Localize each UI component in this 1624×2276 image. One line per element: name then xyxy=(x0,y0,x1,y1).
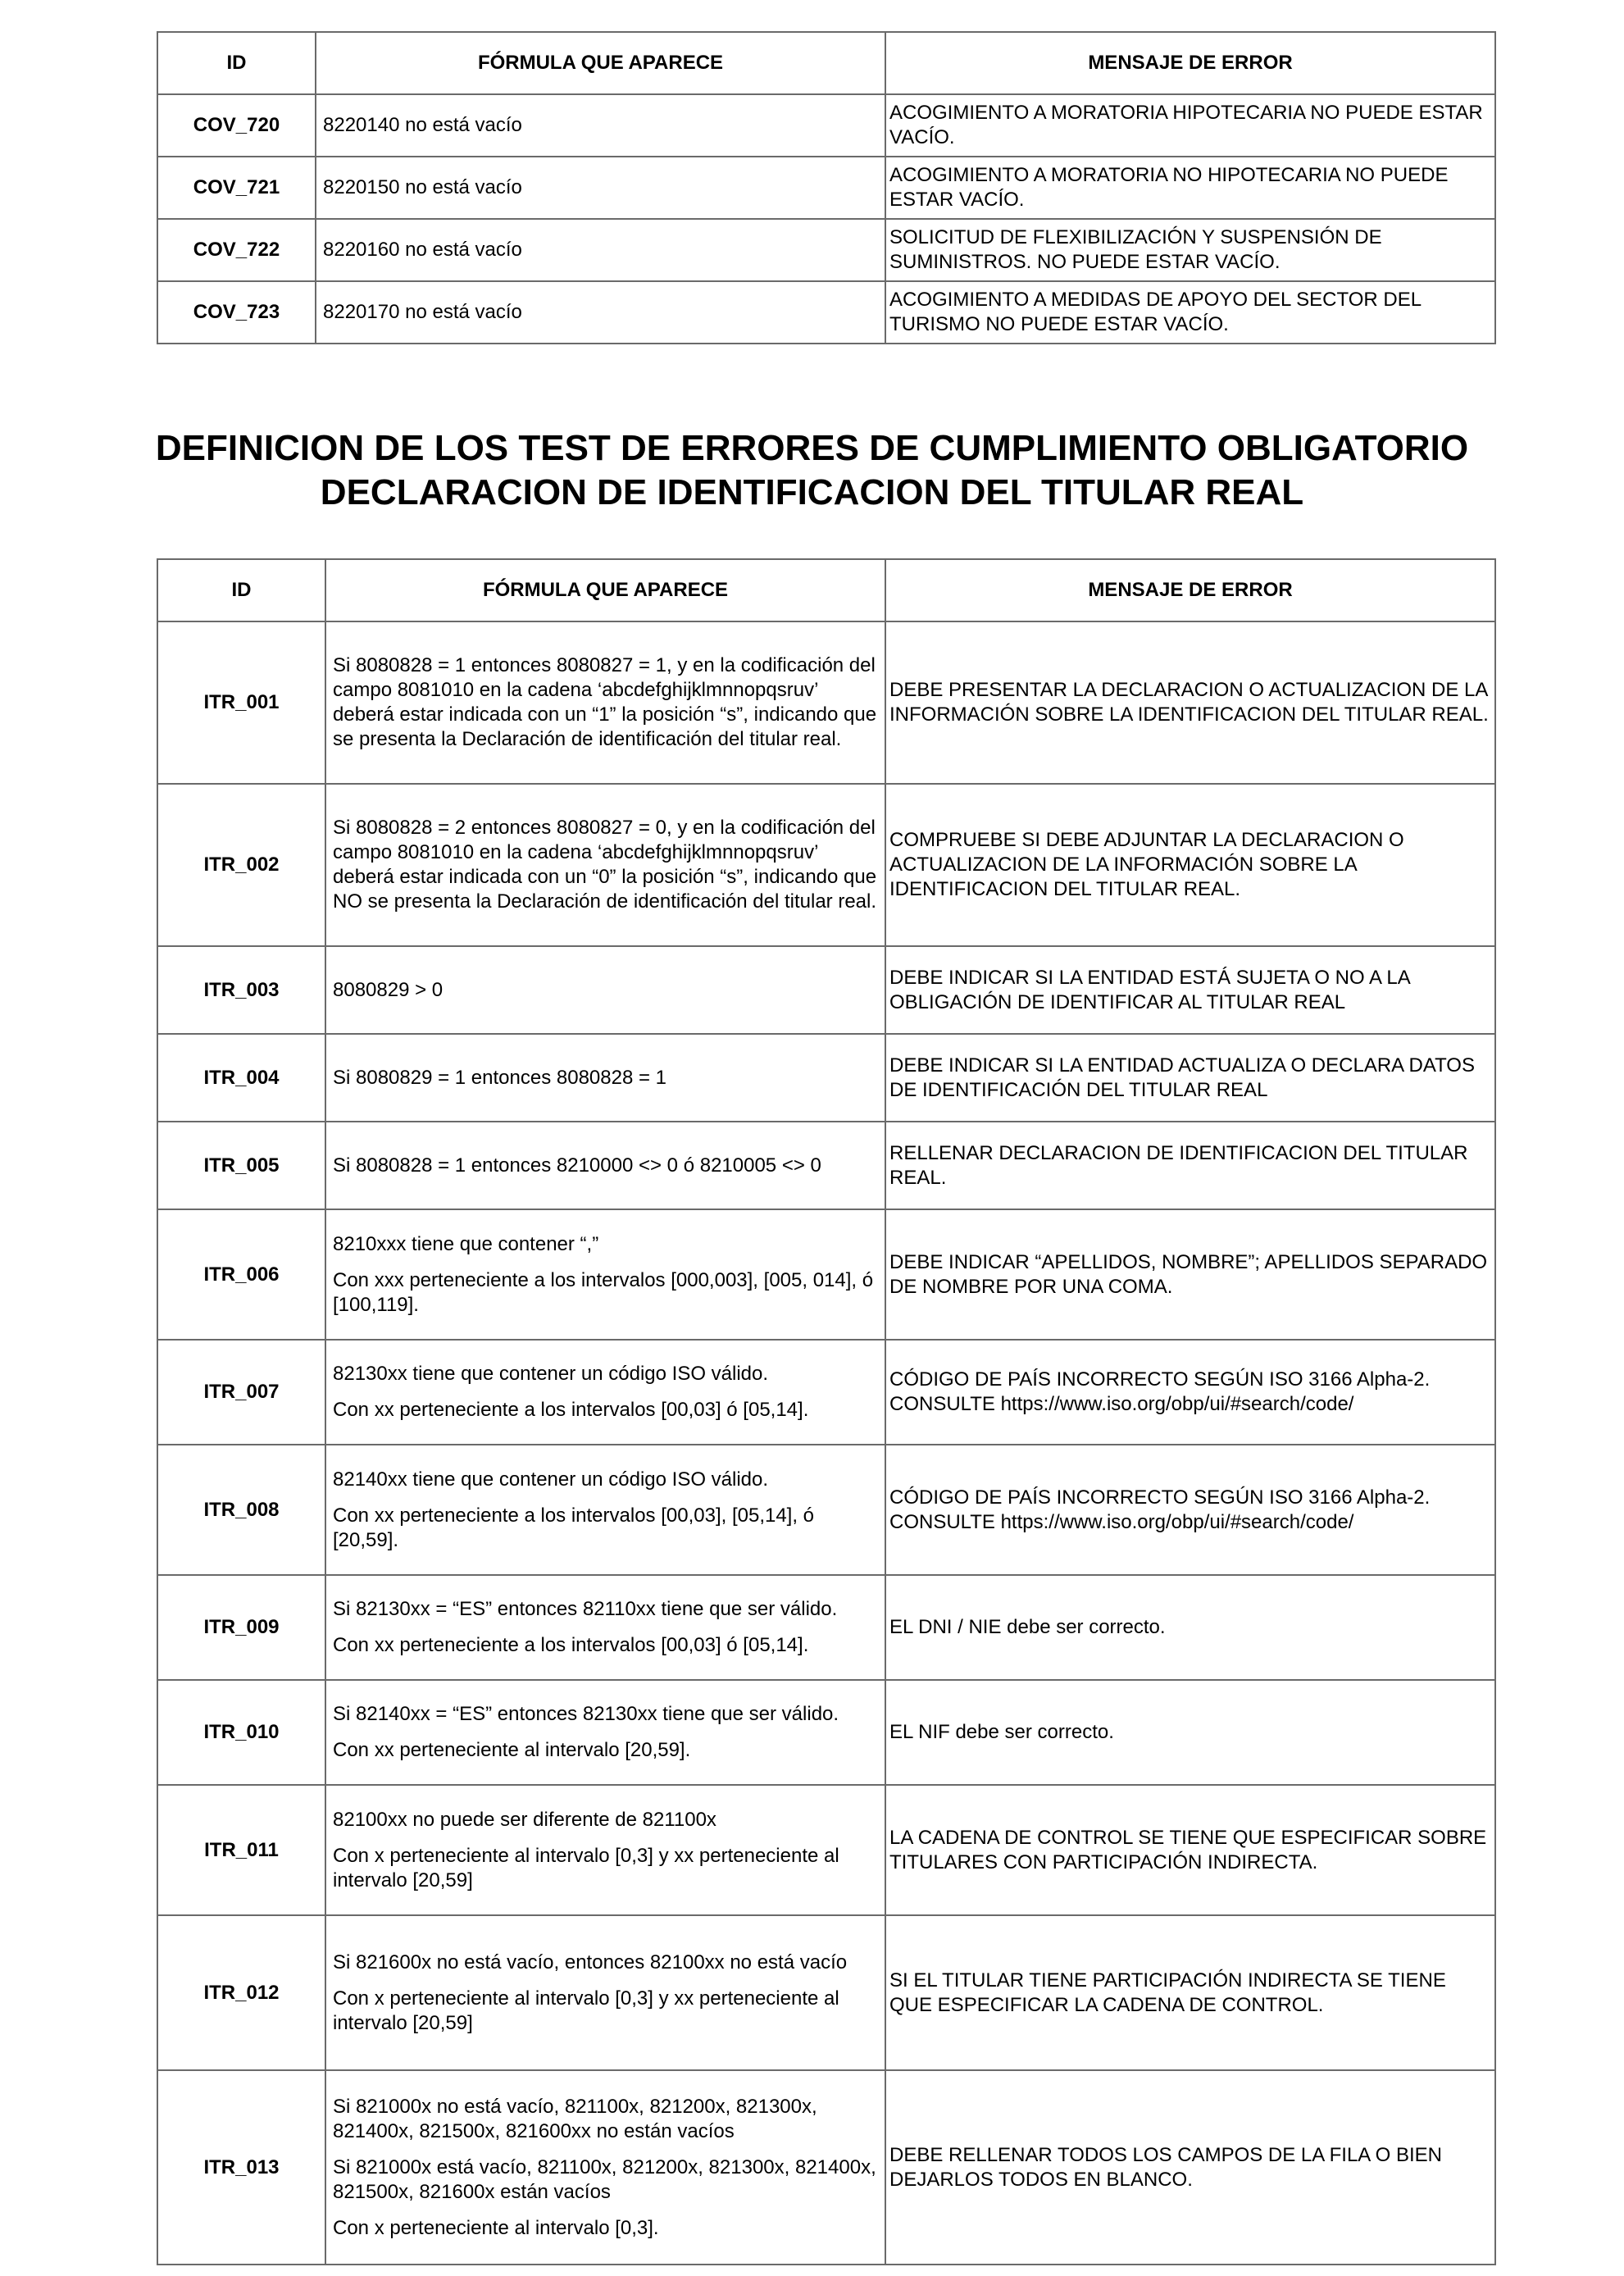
table-row xyxy=(157,946,1495,1034)
formula-cell xyxy=(325,1340,885,1445)
table-row xyxy=(157,2070,1495,2265)
table-row xyxy=(157,1034,1495,1122)
error-id: ITR_009 xyxy=(157,1575,325,1680)
formula-text: Con x perteneciente al intervalo [0,3] y xx perteneciente al intervalo [20,59] xyxy=(333,1987,839,2034)
formula-cell xyxy=(325,946,885,1034)
formula-text: Si 821000x está vacío, 821100x, 821200x, 821300x, 821400x, 821500x, 821600x están vacíos xyxy=(333,2155,876,2203)
formula-cell xyxy=(325,1680,885,1785)
formula-text: 82130xx tiene que contener un código ISO válido. xyxy=(333,1363,769,1385)
formula-text: Si 8080828 = 1 entonces 8210000 <> 0 ó 8210005 <> 0 xyxy=(333,1154,821,1177)
header-message: MENSAJE DE ERROR xyxy=(885,559,1495,621)
error-message: DEBE INDICAR “APELLIDOS, NOMBRE”; APELLIDOS SEPARADO DE NOMBRE POR UNA COMA. xyxy=(885,1209,1495,1340)
table-row xyxy=(157,621,1495,784)
formula-text: 8210xxx tiene que contener “,” xyxy=(333,1232,599,1255)
error-message: COMPRUEBE SI DEBE ADJUNTAR LA DECLARACION O ACTUALIZACION DE LA INFORMACIÓN SOBRE LA IDENTIFICACION DEL TITULAR REAL. xyxy=(885,784,1495,946)
formula-cell xyxy=(316,219,885,281)
error-message: DEBE RELLENAR TODOS LOS CAMPOS DE LA FILA O BIEN DEJARLOS TODOS EN BLANCO. xyxy=(885,2070,1495,2265)
formula-cell xyxy=(316,94,885,157)
formula-cell xyxy=(325,1785,885,1915)
error-message: DEBE PRESENTAR LA DECLARACION O ACTUALIZACION DE LA INFORMACIÓN SOBRE LA IDENTIFICACION DEL TITULAR REAL. xyxy=(885,621,1495,784)
table-row xyxy=(157,219,1495,281)
formula-text: Si 82140xx = “ES” entonces 82130xx tiene que ser válido. xyxy=(333,1703,839,1725)
table-body xyxy=(157,94,1495,344)
header-id: ID xyxy=(157,559,325,621)
formula-text: Con xx perteneciente al intervalo [20,59]. xyxy=(333,1739,691,1761)
error-message: SI EL TITULAR TIENE PARTICIPACIÓN INDIRECTA SE TIENE QUE ESPECIFICAR LA CADENA DE CONTROL. xyxy=(885,1915,1495,2070)
formula-cell xyxy=(316,157,885,219)
formula-text: 8220140 no está vacío xyxy=(323,114,522,136)
formula-text: Con x perteneciente al intervalo [0,3] y xx perteneciente al intervalo [20,59] xyxy=(333,1844,839,1891)
error-id: ITR_002 xyxy=(157,784,325,946)
formula-text: Con xx perteneciente a los intervalos [00,03] ó [05,14]. xyxy=(333,1399,809,1421)
formula-text: 82100xx no puede ser diferente de 821100x xyxy=(333,1808,716,1831)
error-id: ITR_012 xyxy=(157,1915,325,2070)
error-message: ACOGIMIENTO A MORATORIA NO HIPOTECARIA NO PUEDE ESTAR VACÍO. xyxy=(885,157,1495,219)
error-id: ITR_001 xyxy=(157,621,325,784)
error-message: CÓDIGO DE PAÍS INCORRECTO SEGÚN ISO 3166 Alpha-2. CONSULTE https://www.iso.org/obp/ui/#search/code/ xyxy=(885,1445,1495,1575)
error-id: ITR_006 xyxy=(157,1209,325,1340)
heading-line-2: DECLARACION DE IDENTIFICACION DEL TITULAR REAL xyxy=(320,472,1304,512)
table-row xyxy=(157,1575,1495,1680)
header-formula: FÓRMULA QUE APARECE xyxy=(316,32,885,94)
formula-text: 8220170 no está vacío xyxy=(323,301,522,323)
error-id: ITR_010 xyxy=(157,1680,325,1785)
formula-text: Si 8080829 = 1 entonces 8080828 = 1 xyxy=(333,1066,667,1089)
heading-line-1: DEFINICION DE LOS TEST DE ERRORES DE CUMPLIMIENTO OBLIGATORIO xyxy=(155,428,1469,468)
table-row xyxy=(157,784,1495,946)
formula-cell xyxy=(325,1034,885,1122)
error-message: ACOGIMIENTO A MEDIDAS DE APOYO DEL SECTOR DEL TURISMO NO PUEDE ESTAR VACÍO. xyxy=(885,281,1495,344)
table-row xyxy=(157,1209,1495,1340)
table-body xyxy=(157,621,1495,2265)
error-message: CÓDIGO DE PAÍS INCORRECTO SEGÚN ISO 3166 Alpha-2. CONSULTE https://www.iso.org/obp/ui/#search/code/ xyxy=(885,1340,1495,1445)
error-id: ITR_003 xyxy=(157,946,325,1034)
header-formula: FÓRMULA QUE APARECE xyxy=(325,559,885,621)
formula-text: 82140xx tiene que contener un código ISO válido. xyxy=(333,1468,769,1491)
error-message: ACOGIMIENTO A MORATORIA HIPOTECARIA NO PUEDE ESTAR VACÍO. xyxy=(885,94,1495,157)
formula-cell xyxy=(325,784,885,946)
error-message: DEBE INDICAR SI LA ENTIDAD ACTUALIZA O DECLARA DATOS DE IDENTIFICACIÓN DEL TITULAR REAL xyxy=(885,1034,1495,1122)
header-id: ID xyxy=(157,32,316,94)
formula-text: Con xxx perteneciente a los intervalos [000,003], [005, 014], ó [100,119]. xyxy=(333,1268,874,1316)
formula-text: 8220160 no está vacío xyxy=(323,239,522,261)
formula-text: 8080829 > 0 xyxy=(333,978,444,1001)
table-header-row xyxy=(157,32,1495,94)
error-message: LA CADENA DE CONTROL SE TIENE QUE ESPECIFICAR SOBRE TITULARES CON PARTICIPACIÓN INDIRECTA. xyxy=(885,1785,1495,1915)
error-id: COV_721 xyxy=(157,157,316,219)
formula-text: Si 82130xx = “ES” entonces 82110xx tiene que ser válido. xyxy=(333,1598,838,1620)
formula-cell xyxy=(316,281,885,344)
table-row xyxy=(157,157,1495,219)
table-row xyxy=(157,1340,1495,1445)
table-row xyxy=(157,281,1495,344)
formula-text: Con xx perteneciente a los intervalos [00,03] ó [05,14]. xyxy=(333,1634,809,1656)
error-message: EL NIF debe ser correcto. xyxy=(885,1680,1495,1785)
formula-text: Con x perteneciente al intervalo [0,3]. xyxy=(333,2216,659,2239)
table-row xyxy=(157,1680,1495,1785)
error-id: ITR_008 xyxy=(157,1445,325,1575)
itr-errors-table xyxy=(157,558,1496,2265)
formula-text: Si 8080828 = 2 entonces 8080827 = 0, y en la codificación del campo 8081010 en la cadena ‘abcdefghijklmnnopqsruv’ deberá estar indicada con un “0” la posición “s”, indicando que NO se presenta la Declaración de identificación del titular real. xyxy=(333,817,877,913)
formula-cell xyxy=(325,1445,885,1575)
table-row xyxy=(157,1785,1495,1915)
error-id: ITR_007 xyxy=(157,1340,325,1445)
formula-cell xyxy=(325,2070,885,2265)
cov-errors-table xyxy=(157,31,1496,344)
error-id: ITR_013 xyxy=(157,2070,325,2265)
error-id: ITR_005 xyxy=(157,1122,325,1209)
table-header-row xyxy=(157,559,1495,621)
formula-cell xyxy=(325,1575,885,1680)
formula-cell xyxy=(325,1209,885,1340)
error-message: RELLENAR DECLARACION DE IDENTIFICACION DEL TITULAR REAL. xyxy=(885,1122,1495,1209)
formula-text: Si 8080828 = 1 entonces 8080827 = 1, y en la codificación del campo 8081010 en la cadena ‘abcdefghijklmnnopqsruv’ deberá estar indicada con un “1” la posición “s”, indicando que se presenta la Declaración de identificación del titular real. xyxy=(333,654,877,750)
table-row xyxy=(157,1915,1495,2070)
error-message: SOLICITUD DE FLEXIBILIZACIÓN Y SUSPENSIÓN DE SUMINISTROS. NO PUEDE ESTAR VACÍO. xyxy=(885,219,1495,281)
error-message: DEBE INDICAR SI LA ENTIDAD ESTÁ SUJETA O NO A LA OBLIGACIÓN DE IDENTIFICAR AL TITULAR REAL xyxy=(885,946,1495,1034)
formula-text: Si 821600x no está vacío, entonces 82100xx no está vacío xyxy=(333,1951,848,1973)
table-row xyxy=(157,1122,1495,1209)
error-id: ITR_011 xyxy=(157,1785,325,1915)
formula-text: 8220150 no está vacío xyxy=(323,176,522,198)
formula-cell xyxy=(325,1122,885,1209)
error-id: COV_723 xyxy=(157,281,316,344)
formula-cell xyxy=(325,1915,885,2070)
section-heading xyxy=(0,426,1624,515)
formula-text: Si 821000x no está vacío, 821100x, 821200x, 821300x, 821400x, 821500x, 821600xx no están vacíos xyxy=(333,2095,817,2142)
table-row xyxy=(157,94,1495,157)
table-row xyxy=(157,1445,1495,1575)
error-message: EL DNI / NIE debe ser correcto. xyxy=(885,1575,1495,1680)
error-id: COV_720 xyxy=(157,94,316,157)
header-message: MENSAJE DE ERROR xyxy=(885,32,1495,94)
formula-cell xyxy=(325,621,885,784)
formula-text: Con xx perteneciente a los intervalos [00,03], [05,14], ó [20,59]. xyxy=(333,1504,815,1551)
error-id: ITR_004 xyxy=(157,1034,325,1122)
error-id: COV_722 xyxy=(157,219,316,281)
